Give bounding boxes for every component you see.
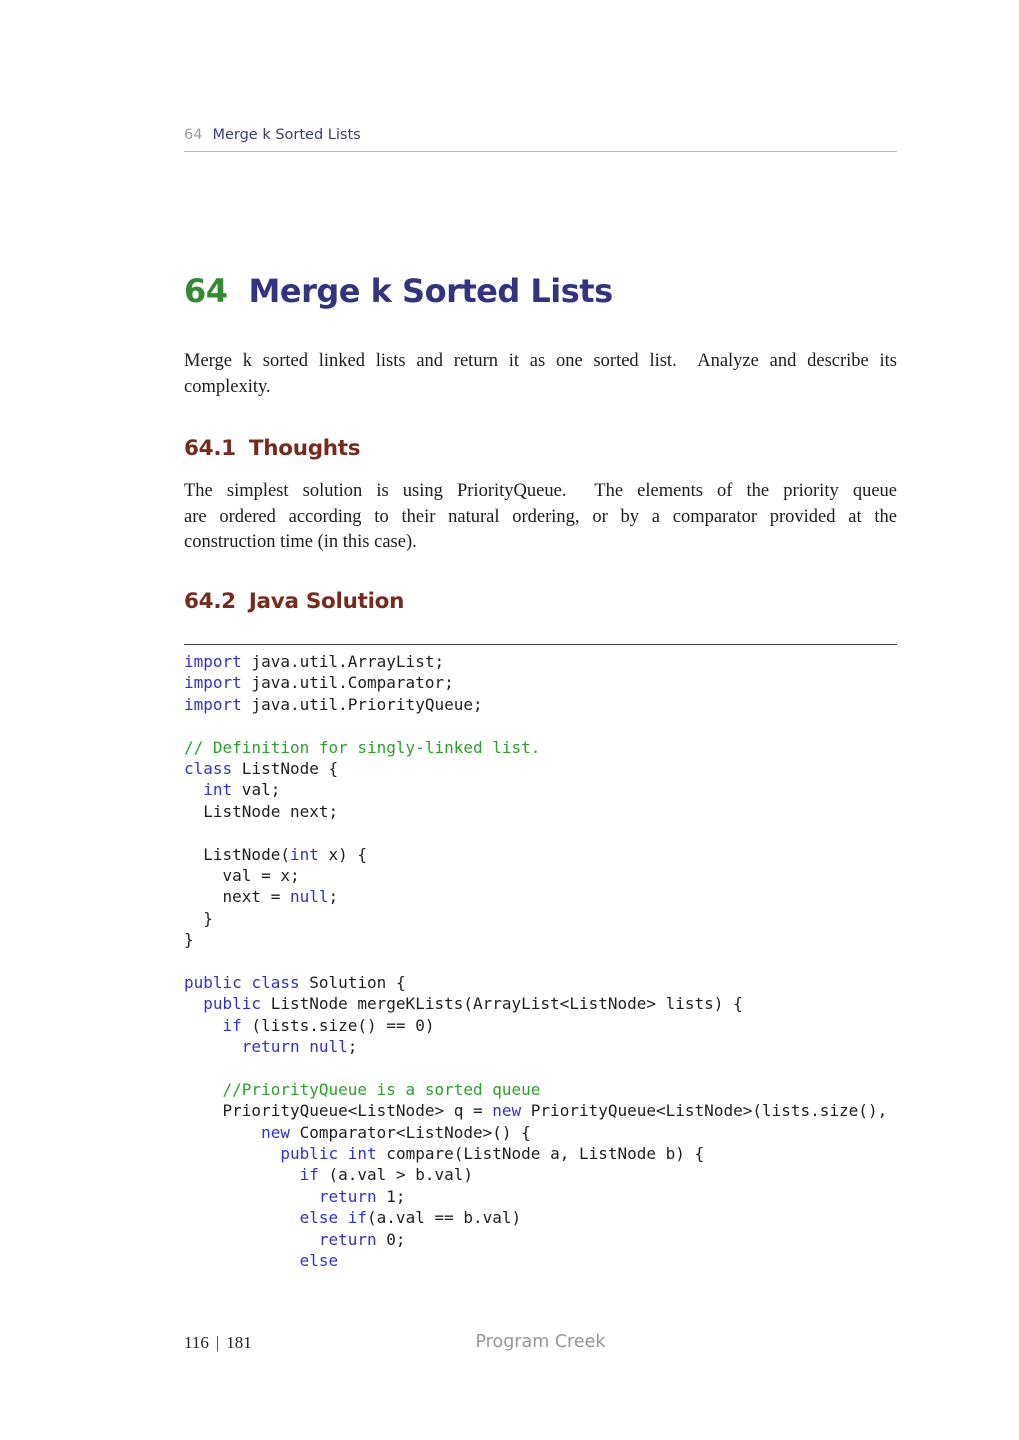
code-block-top-rule bbox=[184, 644, 897, 645]
code-token: null bbox=[289, 887, 329, 907]
code-token: new bbox=[492, 1101, 522, 1121]
code-token: public bbox=[203, 994, 262, 1014]
code-token: (a.val > b.val) bbox=[318, 1165, 473, 1185]
code-token bbox=[184, 1080, 223, 1099]
code-line bbox=[184, 1036, 887, 1057]
chapter-number: 64 bbox=[184, 272, 228, 310]
code-token: val = x; bbox=[184, 865, 300, 885]
running-header-rule bbox=[184, 151, 897, 152]
text-line: complexity. bbox=[184, 376, 271, 397]
code-token: return bbox=[241, 1037, 300, 1057]
code-token: int bbox=[347, 1143, 377, 1163]
code-token: if bbox=[299, 1165, 319, 1185]
code-token: int bbox=[289, 844, 319, 864]
code-token: } bbox=[184, 930, 194, 950]
code-token: return bbox=[318, 1229, 377, 1249]
code-line bbox=[184, 651, 887, 672]
code-line bbox=[184, 715, 887, 736]
code-line bbox=[184, 1079, 887, 1100]
code-line bbox=[184, 758, 887, 779]
code-token bbox=[338, 1208, 348, 1227]
code-line bbox=[184, 886, 887, 907]
text-line: are ordered according to their natural ordering, or by a comparator provided at the bbox=[184, 506, 897, 527]
code-token bbox=[184, 1165, 300, 1184]
thoughts-paragraph bbox=[184, 479, 897, 556]
code-token bbox=[184, 1230, 319, 1249]
code-token: ; bbox=[328, 887, 339, 907]
code-token: class bbox=[251, 972, 300, 992]
code-token: java.util.PriorityQueue; bbox=[241, 694, 483, 714]
code-token: null bbox=[309, 1037, 348, 1057]
code-token: PriorityQueue<ListNode>(lists.size(), bbox=[521, 1101, 888, 1121]
code-token: ; bbox=[347, 1037, 358, 1057]
code-line bbox=[184, 993, 887, 1014]
code-token bbox=[184, 1208, 300, 1227]
code-line bbox=[184, 1100, 887, 1121]
running-header bbox=[184, 127, 897, 143]
code-token: ListNode( bbox=[184, 844, 290, 864]
code-line bbox=[184, 929, 887, 950]
code-token: else bbox=[299, 1208, 339, 1228]
code-line bbox=[184, 908, 887, 929]
code-token: if bbox=[222, 1015, 242, 1035]
code-line bbox=[184, 844, 887, 865]
code-token: ListNode mergeKLists(ArrayList<ListNode> lists) { bbox=[261, 994, 743, 1014]
code-line bbox=[184, 1057, 887, 1078]
code-line bbox=[184, 801, 887, 822]
code-token: import bbox=[184, 673, 242, 693]
total-pages: 181 bbox=[226, 1333, 252, 1352]
code-token: (lists.size() == 0) bbox=[241, 1015, 435, 1035]
text-line: Merge k sorted linked lists and return it as one sorted list. Analyze and describe its bbox=[184, 351, 897, 371]
code-line bbox=[184, 865, 887, 886]
code-token bbox=[338, 1144, 348, 1163]
code-token: next = bbox=[184, 887, 290, 907]
running-header-title: Merge k Sorted Lists bbox=[212, 127, 361, 143]
code-line bbox=[184, 672, 887, 693]
code-token: Comparator<ListNode>() { bbox=[289, 1122, 531, 1142]
code-line bbox=[184, 694, 887, 715]
section-title-text: Thoughts bbox=[248, 436, 361, 461]
code-token: x) { bbox=[318, 844, 368, 864]
code-token: return bbox=[318, 1186, 377, 1206]
code-line bbox=[184, 950, 887, 971]
code-token: PriorityQueue<ListNode> q = bbox=[184, 1101, 493, 1121]
code-token: new bbox=[261, 1122, 290, 1142]
section-number: 64.2 bbox=[184, 589, 236, 614]
code-token bbox=[184, 1037, 242, 1056]
code-token: if bbox=[347, 1208, 368, 1228]
code-token bbox=[184, 994, 203, 1013]
code-line bbox=[184, 972, 887, 993]
code-token: 1; bbox=[376, 1186, 406, 1206]
code-token bbox=[184, 1187, 319, 1206]
page-footer bbox=[184, 1332, 897, 1356]
section-heading-java-solution bbox=[184, 589, 404, 614]
code-token: (a.val == b.val) bbox=[367, 1208, 522, 1228]
intro-paragraph bbox=[184, 349, 897, 400]
code-line bbox=[184, 1186, 887, 1207]
code-token bbox=[184, 1123, 261, 1142]
code-token bbox=[300, 1037, 310, 1056]
code-token: int bbox=[203, 780, 233, 800]
code-line bbox=[184, 1122, 887, 1143]
code-line bbox=[184, 1143, 887, 1164]
code-token bbox=[184, 780, 203, 799]
code-token bbox=[184, 1144, 280, 1163]
text-line: construction time (in this case). bbox=[184, 532, 417, 552]
folio-separator: | bbox=[215, 1333, 220, 1352]
code-line bbox=[184, 779, 887, 800]
code-token: compare(ListNode a, ListNode b) { bbox=[376, 1143, 705, 1163]
code-token: java.util.ArrayList; bbox=[241, 652, 445, 671]
code-token: else bbox=[299, 1250, 339, 1270]
section-number: 64.1 bbox=[184, 436, 236, 461]
code-token: public bbox=[280, 1143, 339, 1163]
code-token: ListNode next; bbox=[184, 801, 339, 821]
code-line bbox=[184, 737, 887, 758]
code-line bbox=[184, 1164, 887, 1185]
code-token: import bbox=[184, 652, 242, 671]
code-token: //PriorityQueue is a sorted queue bbox=[222, 1079, 541, 1099]
code-token: class bbox=[184, 758, 233, 778]
code-line bbox=[184, 1250, 887, 1271]
code-token: 0; bbox=[376, 1229, 406, 1249]
code-token bbox=[242, 973, 252, 992]
code-line bbox=[184, 1207, 887, 1228]
section-title-text: Java Solution bbox=[248, 589, 405, 614]
code-line bbox=[184, 1015, 887, 1036]
code-token: val; bbox=[232, 780, 281, 800]
document-page bbox=[184, 0, 897, 1440]
code-token: Solution { bbox=[299, 972, 406, 992]
code-line bbox=[184, 1229, 887, 1250]
section-heading-thoughts bbox=[184, 436, 360, 461]
code-token: ListNode { bbox=[232, 758, 339, 778]
page-number: 116 bbox=[184, 1333, 209, 1352]
chapter-title bbox=[184, 272, 613, 310]
code-line bbox=[184, 822, 887, 843]
code-token bbox=[184, 1016, 223, 1035]
running-header-chapter-number: 64 bbox=[184, 127, 203, 143]
code-token bbox=[184, 1251, 300, 1270]
chapter-title-text: Merge k Sorted Lists bbox=[248, 272, 613, 310]
code-token: // Definition for singly-linked list. bbox=[184, 737, 541, 757]
code-token: } bbox=[184, 908, 213, 928]
code-token: public bbox=[184, 972, 242, 992]
code-token: import bbox=[184, 694, 242, 714]
java-code-block bbox=[184, 651, 887, 1271]
publisher-name: Program Creek bbox=[475, 1332, 606, 1352]
code-token: java.util.Comparator; bbox=[241, 673, 454, 693]
text-line: The simplest solution is using PriorityQueue. The elements of the priority queue bbox=[184, 481, 897, 501]
